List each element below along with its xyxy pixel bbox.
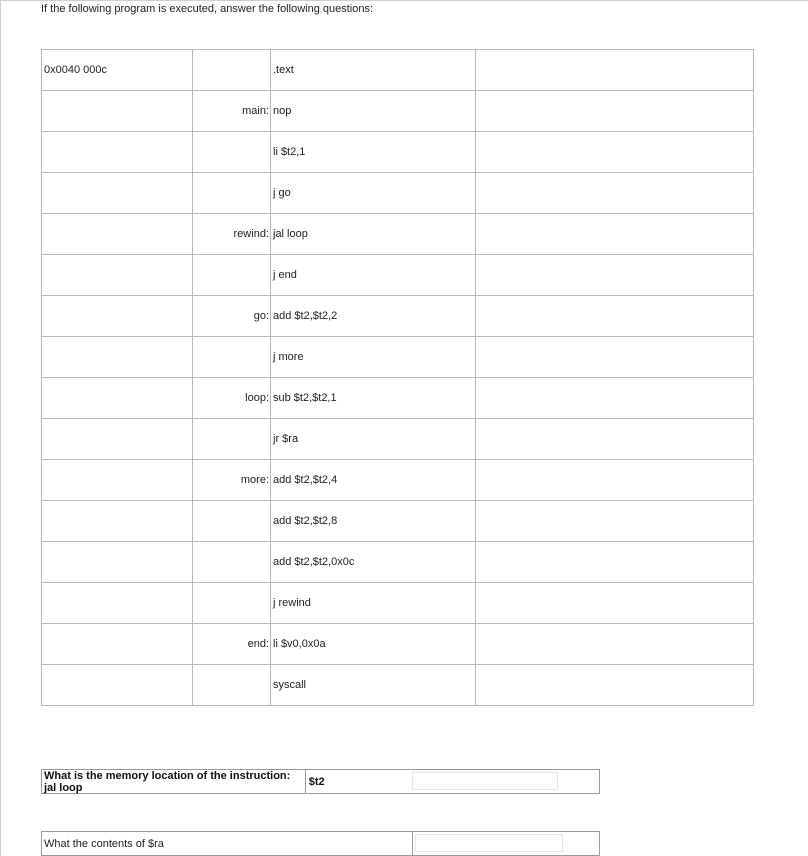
instruction-cell: jal loop — [271, 214, 476, 255]
instruction-cell: j more — [271, 337, 476, 378]
program-row — [42, 624, 754, 665]
instruction-cell: add $t2,$t2,0x0c — [271, 542, 476, 583]
instruction-cell: li $v0,0x0a — [271, 624, 476, 665]
program-row — [42, 50, 754, 91]
label-cell — [193, 583, 271, 624]
address-cell — [42, 173, 193, 214]
label-cell: end: — [193, 624, 271, 665]
answer-cell — [476, 337, 754, 378]
label-cell — [193, 337, 271, 378]
address-cell — [42, 665, 193, 706]
label-cell — [193, 542, 271, 583]
program-row — [42, 132, 754, 173]
address-cell — [42, 501, 193, 542]
answer-cell — [476, 50, 754, 91]
answer-cell — [476, 91, 754, 132]
question-memory-location — [41, 769, 600, 794]
label-cell: main: — [193, 91, 271, 132]
instruction-cell: add $t2,$t2,2 — [271, 296, 476, 337]
question-text: What the contents of $ra — [42, 832, 413, 855]
address-cell — [42, 132, 193, 173]
address-cell — [42, 583, 193, 624]
address-cell — [42, 214, 193, 255]
program-table — [41, 49, 754, 706]
ra-contents-input[interactable] — [415, 834, 563, 852]
instruction-cell: sub $t2,$t2,1 — [271, 378, 476, 419]
label-cell — [193, 419, 271, 460]
instruction-cell: li $t2,1 — [271, 132, 476, 173]
program-row — [42, 583, 754, 624]
instruction-cell: jr $ra — [271, 419, 476, 460]
program-row — [42, 419, 754, 460]
address-cell — [42, 255, 193, 296]
address-cell — [42, 378, 193, 419]
instruction-cell: j go — [271, 173, 476, 214]
address-cell — [42, 460, 193, 501]
answer-cell — [476, 132, 754, 173]
label-cell: loop: — [193, 378, 271, 419]
program-row — [42, 501, 754, 542]
program-row — [42, 173, 754, 214]
address-cell — [42, 337, 193, 378]
label-cell — [193, 132, 271, 173]
left-rule — [0, 0, 1, 856]
memory-location-input[interactable] — [412, 772, 558, 790]
instruction-cell: syscall — [271, 665, 476, 706]
label-cell — [193, 665, 271, 706]
program-row — [42, 255, 754, 296]
program-row — [42, 337, 754, 378]
address-cell — [42, 419, 193, 460]
label-cell: rewind: — [193, 214, 271, 255]
answer-cell — [476, 378, 754, 419]
address-cell: 0x0040 000c — [42, 50, 193, 91]
answer-cell — [476, 255, 754, 296]
answer-cell — [476, 296, 754, 337]
instruction-cell: nop — [271, 91, 476, 132]
address-cell — [42, 542, 193, 583]
program-row — [42, 296, 754, 337]
answer-cell — [476, 501, 754, 542]
answer-cell — [476, 173, 754, 214]
program-row — [42, 91, 754, 132]
address-cell — [42, 91, 193, 132]
program-row — [42, 214, 754, 255]
answer-label: $t2 — [308, 775, 325, 788]
answer-cell — [476, 583, 754, 624]
label-cell — [193, 255, 271, 296]
address-cell — [42, 296, 193, 337]
answer-cell — [476, 460, 754, 501]
question-ra-contents — [41, 831, 600, 856]
program-row — [42, 378, 754, 419]
instruction-cell: j end — [271, 255, 476, 296]
answer-cell — [476, 214, 754, 255]
program-row — [42, 665, 754, 706]
label-cell: go: — [193, 296, 271, 337]
answer-cell — [476, 542, 754, 583]
intro-text: If the following program is executed, answer the following questions: — [41, 3, 374, 15]
label-cell: more: — [193, 460, 271, 501]
question-text: What is the memory location of the instruction: jal loop — [42, 770, 306, 793]
label-cell — [193, 501, 271, 542]
instruction-cell: j rewind — [271, 583, 476, 624]
instruction-cell: add $t2,$t2,4 — [271, 460, 476, 501]
label-cell — [193, 173, 271, 214]
address-cell — [42, 624, 193, 665]
instruction-cell: add $t2,$t2,8 — [271, 501, 476, 542]
program-row — [42, 542, 754, 583]
top-rule — [0, 0, 808, 1]
label-cell — [193, 50, 271, 91]
answer-cell — [476, 419, 754, 460]
instruction-cell: .text — [271, 50, 476, 91]
answer-cell — [476, 665, 754, 706]
program-row — [42, 460, 754, 501]
answer-cell — [476, 624, 754, 665]
